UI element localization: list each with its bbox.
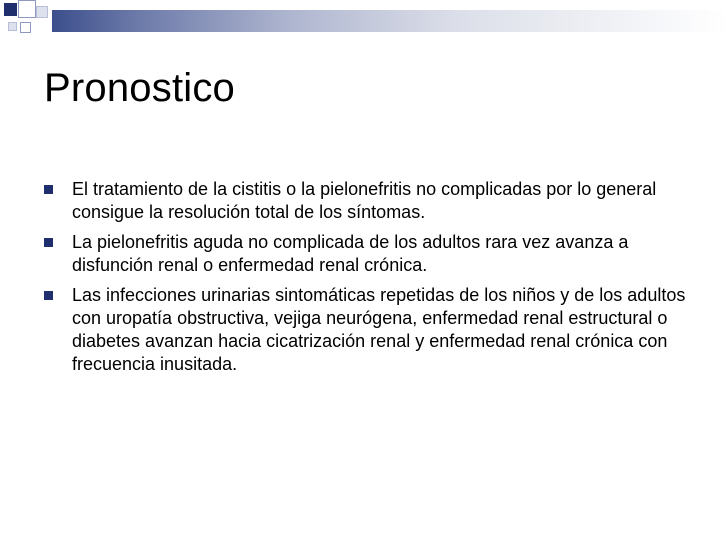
- gradient-band: [52, 10, 728, 32]
- decor-square-outline-small: [20, 22, 31, 33]
- square-bullet-icon: [44, 185, 53, 194]
- decor-square-light: [36, 6, 48, 18]
- header-decoration: [0, 0, 728, 40]
- decor-square-outline: [18, 0, 36, 18]
- square-bullet-icon: [44, 291, 53, 300]
- list-item: [44, 284, 694, 376]
- slide-title: Pronostico: [44, 66, 235, 110]
- square-bullet-icon: [44, 238, 53, 247]
- bullet-text: Las infecciones urinarias sintomáticas repetidas de los niños y de los adultos con uropatía obstructiva, vejiga neurógena, enfermedad renal estructural o diabetes avanzan hacia cicatrización renal y enfermedad renal crónica con frecuencia inusitada.: [72, 285, 686, 374]
- decor-square-light-small: [8, 22, 17, 31]
- bullet-text: La pielonefritis aguda no complicada de los adultos rara vez avanza a disfunción renal o enfermedad renal crónica.: [72, 232, 629, 275]
- bullet-text: El tratamiento de la cistitis o la pielonefritis no complicadas por lo general consigue la resolución total de los síntomas.: [72, 179, 657, 222]
- list-item: [44, 178, 694, 224]
- decor-square-dark: [4, 3, 17, 16]
- bullet-list: [44, 178, 694, 383]
- list-item: [44, 231, 694, 277]
